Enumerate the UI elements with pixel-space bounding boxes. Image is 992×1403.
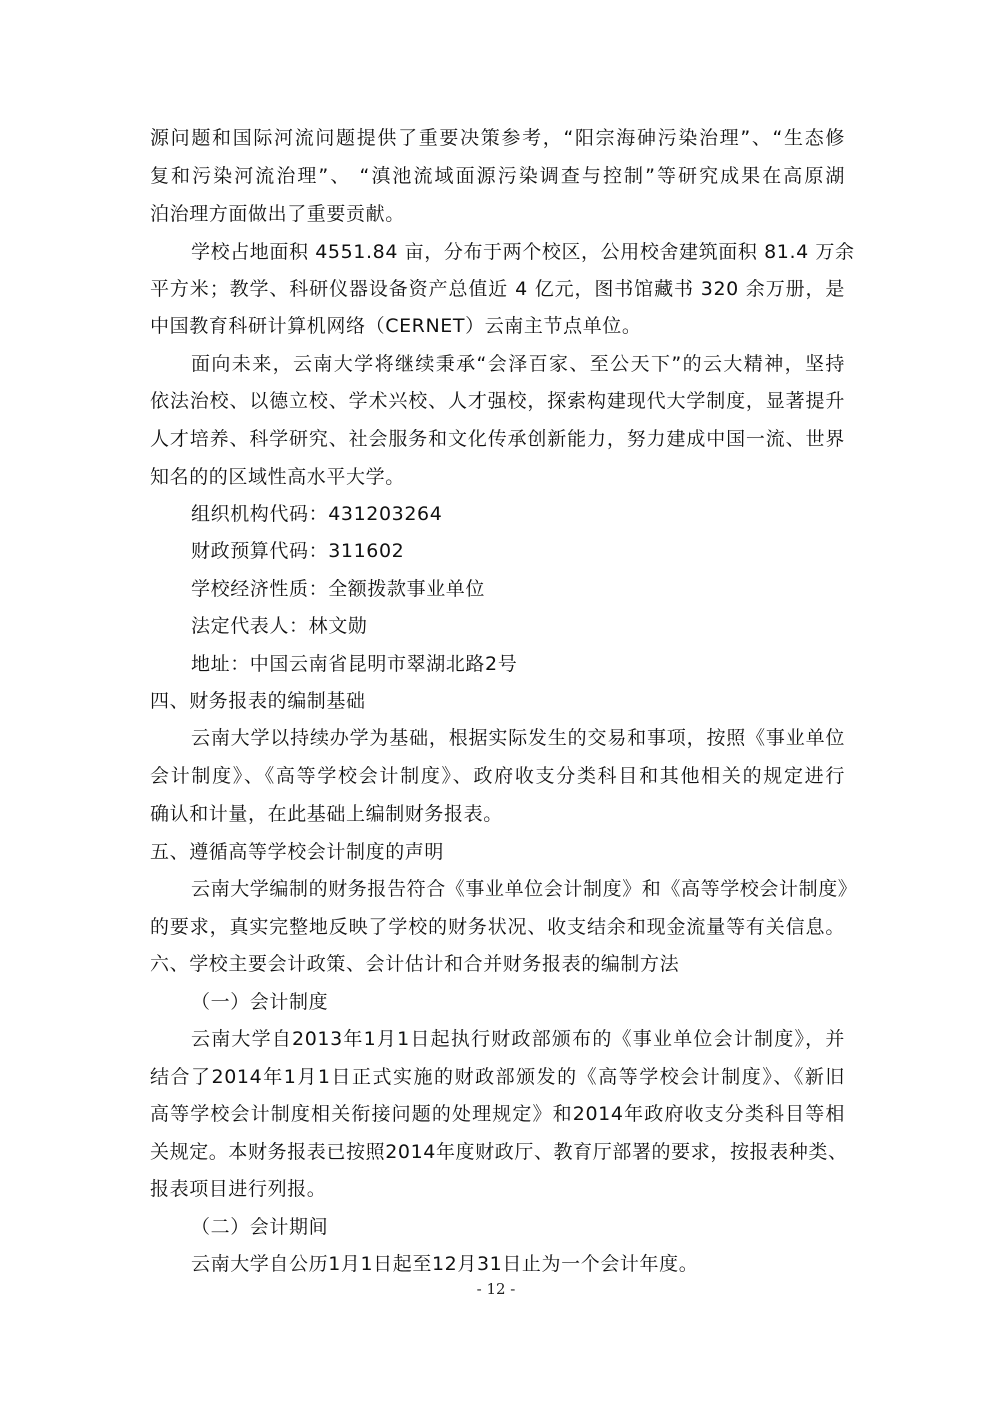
subsection-heading: （一）会计制度 (191, 991, 329, 1013)
paragraph-line: 人才培养、科学研究、社会服务和文化传承创新能力，努力建成中国一流、世界 (150, 428, 845, 450)
paragraph-line: 依法治校、以德立校、学术兴校、人才强校，探索构建现代大学制度，显著提升 (150, 390, 845, 412)
paragraph-line: 的要求，真实完整地反映了学校的财务状况、收支结余和现金流量等有关信息。 (150, 916, 845, 938)
paragraph-line: 云南大学自公历1月1日起至12月31日止为一个会计年度。 (191, 1253, 699, 1275)
paragraph-line: 云南大学自2013年1月1日起执行财政部颁布的《事业单位会计制度》，并 (191, 1028, 845, 1050)
budget-code: 财政预算代码：311602 (191, 540, 405, 562)
paragraph-line: 学校占地面积 4551.84 亩，分布于两个校区，公用校舍建筑面积 81.4 万余 (191, 241, 855, 263)
section-heading: 六、学校主要会计政策、会计估计和合并财务报表的编制方法 (150, 953, 680, 975)
paragraph-line: 报表项目进行列报。 (150, 1178, 327, 1200)
paragraph-line: 关规定。本财务报表已按照2014年度财政厅、教育厅部署的要求，按报表种类、 (150, 1141, 848, 1163)
paragraph-line: 确认和计量，在此基础上编制财务报表。 (150, 803, 503, 825)
address: 地址：中国云南省昆明市翠湖北路2号 (191, 653, 518, 675)
org-code: 组织机构代码：431203264 (191, 503, 443, 525)
economic-nature: 学校经济性质：全额拨款事业单位 (191, 578, 486, 600)
paragraph-line: 高等学校会计制度相关衔接问题的处理规定》和2014年政府收支分类科目等相 (150, 1103, 845, 1125)
paragraph-line: 复和污染河流治理”、 “滇池流域面源污染调查与控制”等研究成果在高原湖 (150, 165, 845, 187)
legal-representative: 法定代表人：林文勋 (191, 615, 368, 637)
paragraph-line: 平方米；教学、科研仪器设备资产总值近 4 亿元，图书馆藏书 320 余万册，是 (150, 278, 845, 300)
paragraph-line: 知名的的区域性高水平大学。 (150, 466, 405, 488)
paragraph-line: 云南大学编制的财务报告符合《事业单位会计制度》和《高等学校会计制度》 (191, 878, 858, 900)
paragraph-line: 面向未来，云南大学将继续秉承“会泽百家、至公天下”的云大精神，坚持 (191, 353, 845, 375)
paragraph-line: 会计制度》、《高等学校会计制度》、政府收支分类科目和其他相关的规定进行 (150, 765, 845, 787)
paragraph-line: 源问题和国际河流问题提供了重要决策参考，“阳宗海砷污染治理”、“生态修 (150, 127, 845, 149)
paragraph-line: 结合了2014年1月1日正式实施的财政部颁发的《高等学校会计制度》、《新旧 (150, 1066, 845, 1088)
section-heading: 五、遵循高等学校会计制度的声明 (150, 841, 445, 863)
paragraph-line: 云南大学以持续办学为基础，根据实际发生的交易和事项，按照《事业单位 (191, 727, 845, 749)
paragraph-line: 中国教育科研计算机网络（CERNET）云南主节点单位。 (150, 315, 642, 337)
page-number: - 12 - (476, 1280, 516, 1298)
paragraph-line: 泊治理方面做出了重要贡献。 (150, 203, 405, 225)
section-heading: 四、财务报表的编制基础 (150, 690, 366, 712)
subsection-heading: （二）会计期间 (191, 1216, 329, 1238)
